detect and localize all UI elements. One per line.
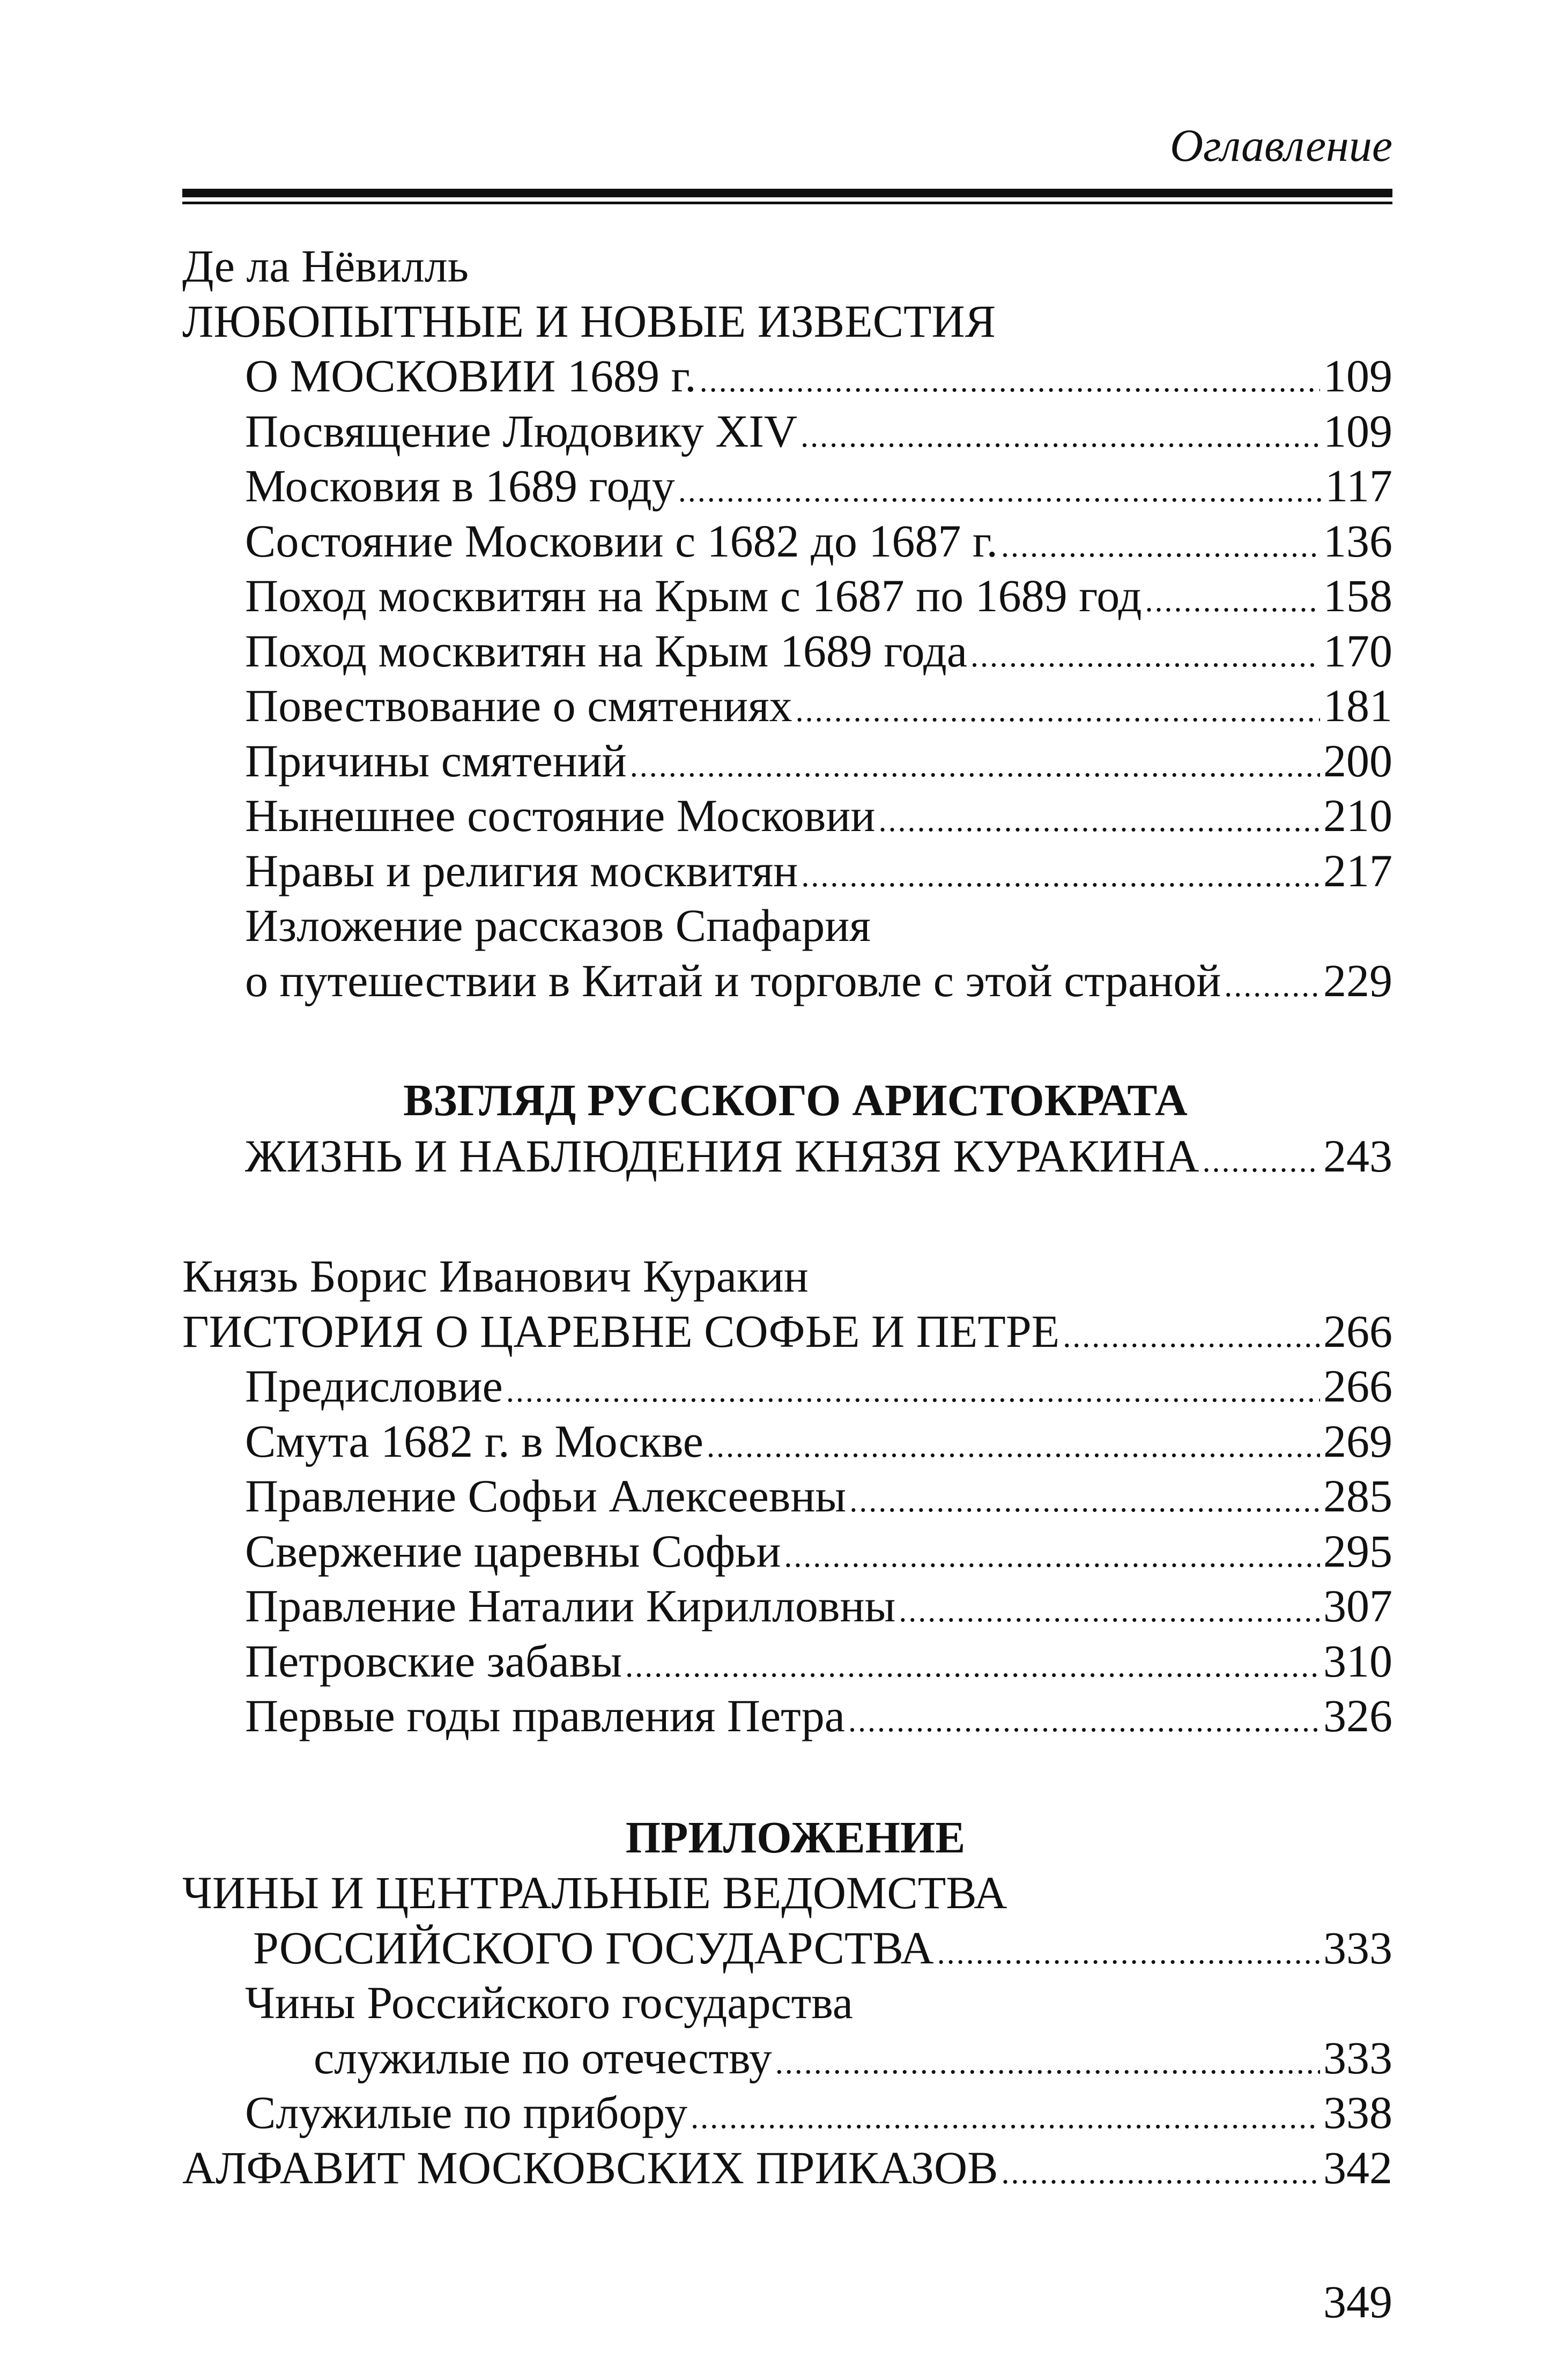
toc-leader — [691, 2090, 1320, 2145]
toc-leader — [707, 1419, 1320, 1474]
toc-entry-page: 307 — [1323, 1580, 1392, 1632]
toc-entry[interactable] — [182, 1688, 1392, 1744]
header-rule-thick — [182, 189, 1392, 197]
toc-entry[interactable] — [182, 1359, 1392, 1414]
running-head: Оглавление — [1169, 120, 1392, 171]
toc-entry[interactable] — [182, 2030, 1392, 2086]
toc-entry-title: Поход москвитян на Крым 1689 года — [245, 625, 967, 677]
toc-entry-page: 310 — [1323, 1635, 1392, 1687]
toc-entry[interactable] — [182, 568, 1392, 624]
toc-entry[interactable] — [182, 953, 1392, 1009]
toc-leader — [625, 1638, 1320, 1694]
toc-work-title: ЧИНЫ И ЦЕНТРАЛЬНЫЕ ВЕДОМСТВА — [182, 1867, 1007, 1918]
toc-entry-page: 295 — [1323, 1525, 1392, 1577]
toc-author: Де ла Нёвилль — [182, 240, 469, 292]
page-number: 349 — [1323, 2276, 1392, 2327]
toc-entry-title: Правление Наталии Кирилловны — [245, 1580, 896, 1632]
toc-leader — [775, 2035, 1320, 2090]
toc-section-heading: ПРИЛОЖЕНИЕ — [625, 1812, 966, 1863]
toc-entry-title: Поход москвитян на Крым с 1687 по 1689 год — [245, 570, 1142, 621]
toc-entry[interactable] — [182, 2085, 1392, 2140]
toc-entry-page: 326 — [1323, 1690, 1392, 1741]
toc-entry-page: 269 — [1323, 1415, 1392, 1467]
toc-leader — [1224, 958, 1320, 1013]
toc-entry-page: 109 — [1323, 405, 1392, 457]
toc-entry-page: 342 — [1323, 2141, 1392, 2193]
table-of-contents — [182, 239, 1392, 2195]
toc-entry[interactable] — [182, 1634, 1392, 1689]
toc-leader — [1001, 2145, 1320, 2200]
toc-leader — [796, 683, 1320, 738]
toc-entry-page: 285 — [1323, 1470, 1392, 1522]
toc-entry-title: ГИСТОРИЯ О ЦАРЕВНЕ СОФЬЕ И ПЕТРЕ — [182, 1305, 1060, 1357]
toc-entry-title: Петровские забавы — [245, 1635, 622, 1687]
toc-entry-page: 117 — [1325, 460, 1392, 511]
toc-entry[interactable] — [182, 2140, 1392, 2196]
toc-entry-title: служилые по отечеству — [314, 2031, 772, 2084]
toc-entry[interactable] — [182, 1524, 1392, 1579]
toc-leader — [801, 848, 1320, 903]
toc-entry-title: АЛФАВИТ МОСКОВСКИХ ПРИКАЗОВ — [182, 2141, 998, 2193]
toc-entry-title: РОССИЙСКОГО ГОСУДАРСТВА — [253, 1922, 934, 1974]
toc-entry-title: Свержение царевны Софьи — [245, 1525, 781, 1577]
toc-entry-page: 136 — [1323, 515, 1392, 567]
toc-entry[interactable] — [182, 1129, 1392, 1184]
toc-entry[interactable] — [182, 349, 1392, 404]
toc-entry-page: 200 — [1323, 735, 1392, 787]
toc-entry[interactable] — [182, 404, 1392, 459]
toc-section-heading: ВЗГЛЯД РУССКОГО АРИСТОКРАТА — [403, 1076, 1188, 1125]
toc-leader — [878, 793, 1320, 848]
toc-entry[interactable] — [182, 1414, 1392, 1469]
toc-entry-page: 158 — [1323, 570, 1392, 621]
toc-entry-page: 217 — [1323, 844, 1392, 896]
toc-leader — [1063, 1309, 1320, 1364]
toc-leader — [848, 1693, 1320, 1748]
toc-entry-title: Служилые по прибору — [245, 2087, 688, 2138]
toc-entry-title: Первые годы правления Петра — [245, 1690, 845, 1741]
toc-entry[interactable] — [182, 1304, 1392, 1359]
toc-entry-page: 266 — [1323, 1360, 1392, 1412]
toc-entry-title: Московия в 1689 году — [245, 460, 675, 511]
toc-entry-page: 338 — [1323, 2087, 1392, 2138]
toc-entry-title: ЖИЗНЬ И НАБЛЮДЕНИЯ КНЯЗЯ КУРАКИНА — [245, 1130, 1199, 1182]
toc-author: Князь Борис Иванович Куракин — [182, 1250, 809, 1302]
toc-leader — [630, 738, 1320, 794]
toc-entry-title: Нынешнее состояние Московии — [245, 790, 876, 841]
toc-entry-title: Повествование о смятениях — [245, 680, 792, 731]
toc-entry-page: 333 — [1323, 2031, 1392, 2084]
toc-entry[interactable] — [182, 1469, 1392, 1524]
toc-entry-title-line1: Изложение рассказов Спафария — [245, 900, 871, 951]
toc-entry-page: 170 — [1323, 625, 1392, 677]
toc-entry-page: 181 — [1323, 680, 1392, 731]
toc-leader — [678, 463, 1322, 518]
toc-entry-page: 229 — [1323, 954, 1392, 1006]
toc-leader — [1145, 573, 1320, 628]
toc-entry[interactable] — [182, 843, 1392, 899]
toc-leader — [849, 1473, 1320, 1529]
toc-entry-page: 333 — [1323, 1922, 1392, 1974]
toc-entry-title: о путешествии в Китай и торговле с этой страной — [245, 954, 1221, 1006]
toc-entry-title: Предисловие — [245, 1360, 503, 1412]
toc-entry-page: 266 — [1323, 1305, 1392, 1357]
toc-entry-title: Смута 1682 г. в Москве — [245, 1415, 703, 1467]
toc-leader — [784, 1529, 1320, 1584]
toc-leader — [970, 628, 1320, 684]
toc-entry-title: Причины смятений — [245, 735, 627, 787]
toc-entry[interactable] — [182, 514, 1392, 569]
toc-entry-title-line1: Чины Российского государства — [245, 1977, 853, 2028]
toc-entry[interactable] — [182, 458, 1392, 514]
toc-entry-title: О МОСКОВИИ 1689 г. — [245, 350, 696, 402]
toc-entry-title: Нравы и религия москвитян — [245, 844, 798, 896]
toc-leader — [937, 1925, 1320, 1981]
toc-work-title: ЛЮБОПЫТНЫЕ И НОВЫЕ ИЗВЕСТИЯ — [182, 295, 996, 347]
toc-entry-page: 210 — [1323, 790, 1392, 841]
header-rule-thin — [182, 202, 1392, 204]
toc-entry[interactable] — [182, 1921, 1392, 1976]
toc-entry-title: Состояние Московии с 1682 до 1687 г. — [245, 515, 998, 567]
toc-leader — [1001, 518, 1320, 574]
toc-entry[interactable] — [182, 678, 1392, 733]
toc-leader — [700, 353, 1320, 409]
toc-entry-title: Правление Софьи Алексеевны — [245, 1470, 847, 1522]
toc-leader — [506, 1363, 1320, 1419]
toc-entry[interactable] — [182, 624, 1392, 679]
toc-entry-title: Посвящение Людовику XIV — [245, 405, 798, 457]
toc-leader — [1202, 1133, 1320, 1189]
toc-entry[interactable] — [182, 733, 1392, 789]
toc-entry[interactable] — [182, 788, 1392, 843]
toc-leader — [800, 409, 1320, 464]
toc-leader — [899, 1583, 1320, 1638]
toc-entry-page: 243 — [1323, 1130, 1392, 1182]
toc-entry[interactable] — [182, 1578, 1392, 1634]
toc-entry-page: 109 — [1323, 350, 1392, 402]
